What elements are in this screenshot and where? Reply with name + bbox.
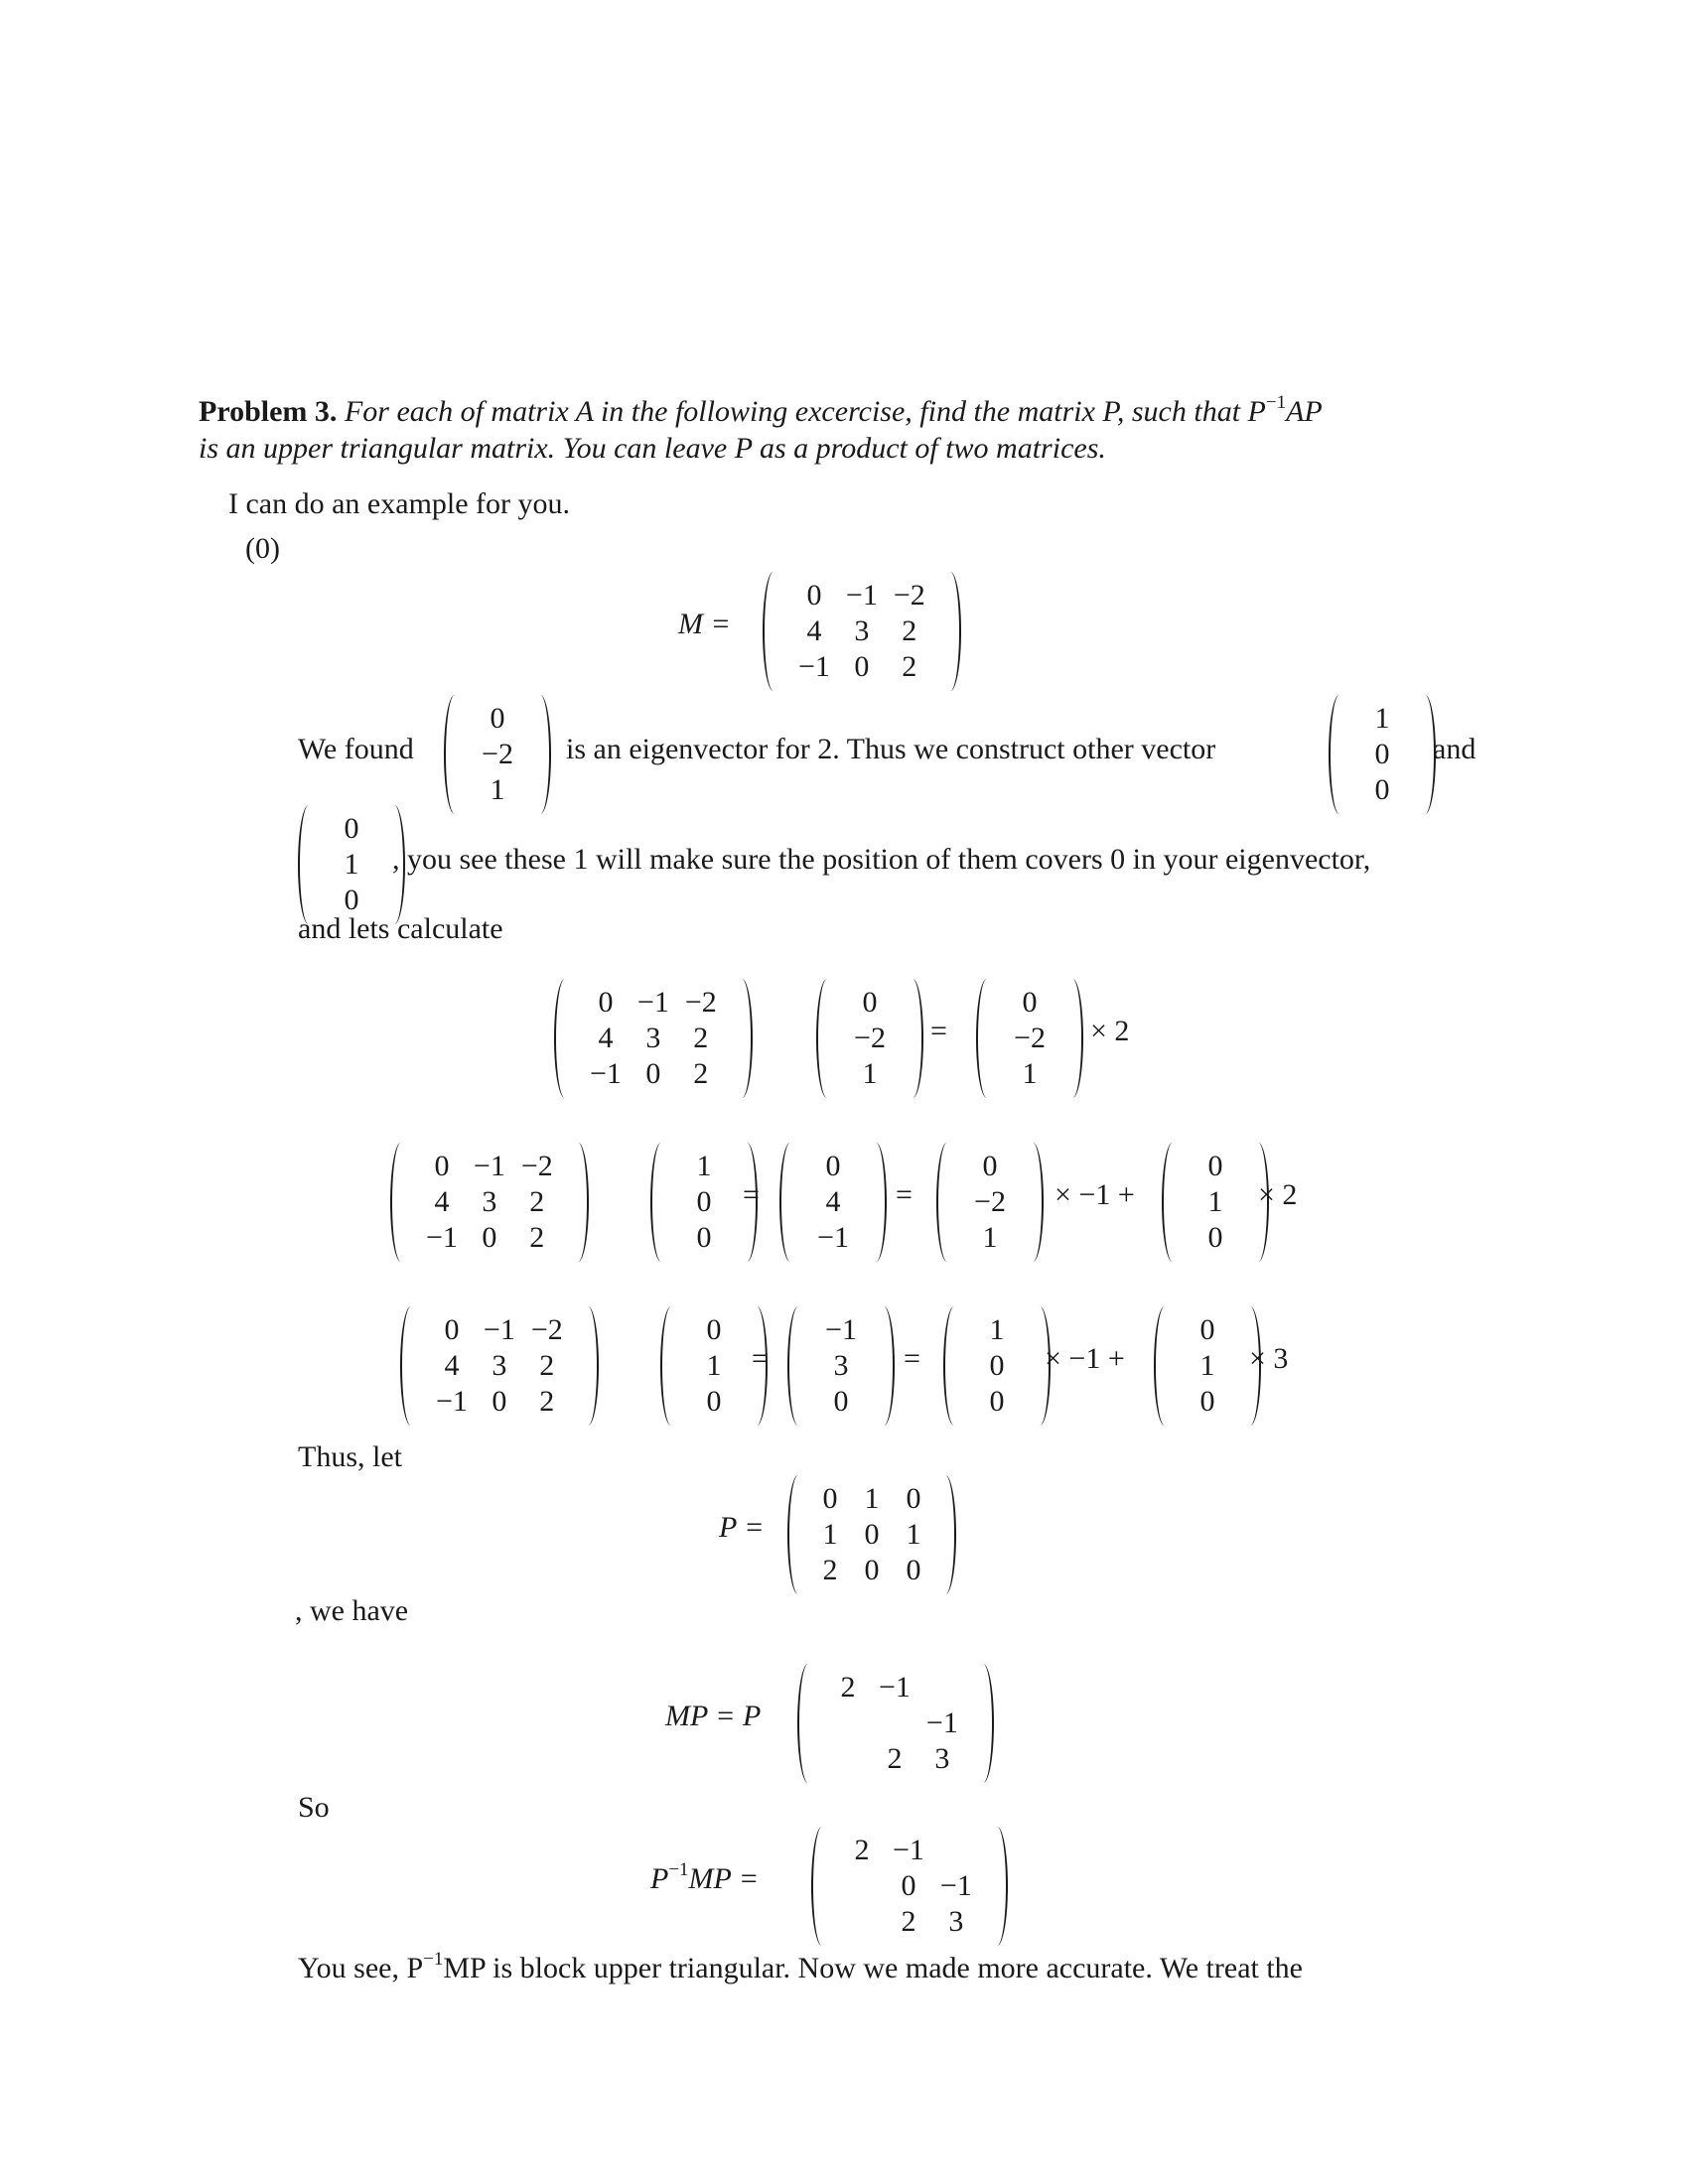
eq2-term-a: 0 −2 1 (936, 1143, 1044, 1262)
m-label: M = (678, 608, 731, 640)
eq2-product: 0 4 −1 (779, 1143, 887, 1262)
part-label: (0) (245, 532, 280, 565)
eq2-term-b: 0 1 0 (1162, 1143, 1269, 1262)
eq2-equals-1: = (743, 1178, 760, 1211)
found-continuation-2: and lets calculate (298, 912, 503, 945)
eq1-times: × 2 (1090, 1015, 1130, 1047)
eq3-term-a: 1 0 0 (943, 1306, 1051, 1426)
vector-e2: 0 1 0 (298, 805, 405, 924)
pmp-label: $P^{-1}MP$ = (650, 1859, 760, 1895)
eq3-equals-1: = (752, 1342, 769, 1375)
eq2-vector: 1 0 0 (650, 1143, 758, 1262)
closing-text: You see, $P^{-1}MP$ is block upper triangular. Now we made more accurate. We treat the (298, 1949, 1303, 1984)
problem-text-1: For each of matrix A in the following excercise, find the matrix P, such that P (344, 395, 1266, 428)
found-and: and (1433, 733, 1477, 765)
matrix-pmp: 2 −1 0 −1 2 3 (811, 1827, 1008, 1946)
found-prefix: We found (298, 733, 414, 765)
eq1-result: 0 −2 1 (976, 979, 1083, 1098)
eq2-equals-2: = (896, 1178, 913, 1211)
found-middle: is an eigenvector for 2. Thus we construct other vector (566, 733, 1216, 765)
problem-statement-line2: is an upper triangular matrix. You can leave P as a product of two matrices. (199, 432, 1106, 465)
matrix-mp-block: 2 −1 −1 2 3 (797, 1664, 994, 1783)
eigenvector: 0 −2 1 (444, 695, 551, 814)
found-continuation: , you see these 1 will make sure the position of them covers 0 in your eigenvector, (392, 843, 1371, 876)
problem-statement-line1 (199, 394, 1323, 430)
eq3-term-b: 0 1 0 (1154, 1306, 1261, 1426)
eq3-times-a: × −1 + (1045, 1342, 1125, 1375)
matrix-m: 0 −1 −2 4 3 2 −1 0 2 (763, 572, 961, 691)
eq1-equals: = (930, 1015, 947, 1047)
thus-let: Thus, let (298, 1440, 402, 1473)
eq3-product: −1 3 0 (787, 1306, 895, 1426)
so-text: So (298, 1791, 330, 1824)
problem-text-1-end: AP (1286, 395, 1323, 428)
eq2-times-b: × 2 (1258, 1178, 1298, 1211)
mp-label: MP = P (665, 1700, 762, 1732)
eq1-matrix: 0 −1 −2 4 3 2 −1 0 2 (554, 979, 753, 1098)
we-have: , we have (295, 1594, 409, 1627)
eq2-matrix: 0 −1 −2 4 3 2 −1 0 2 (390, 1143, 589, 1262)
matrix-p: 0 1 0 1 0 1 2 0 0 (787, 1475, 956, 1594)
problem-sup: −1 (1265, 392, 1287, 413)
eq2-times-a: × −1 + (1055, 1178, 1135, 1211)
eq3-times-b: × 3 (1249, 1342, 1289, 1375)
eq3-equals-2: = (904, 1342, 920, 1375)
eq3-matrix: 0 −1 −2 4 3 2 −1 0 2 (400, 1306, 599, 1426)
eq3-vector: 0 1 0 (660, 1306, 768, 1426)
vector-e1: 1 0 0 (1329, 695, 1436, 814)
p-label: P = (719, 1511, 765, 1544)
eq1-vector: 0 −2 1 (816, 979, 923, 1098)
intro-text: I can do an example for you. (228, 487, 571, 520)
problem-label: Problem 3. (199, 395, 338, 428)
